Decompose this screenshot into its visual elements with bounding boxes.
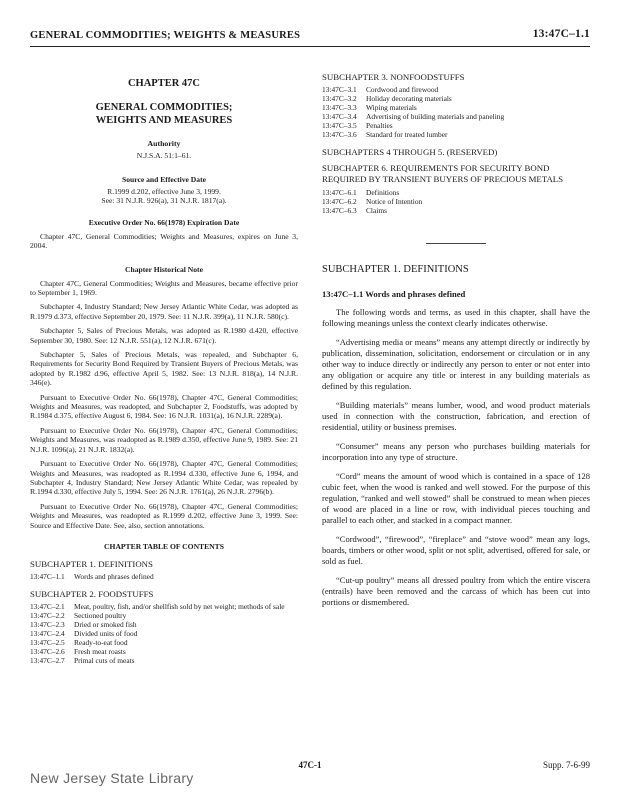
history-notes: [30, 279, 298, 530]
toc-entry: [30, 647, 298, 656]
toc-section-label: Claims: [366, 206, 387, 215]
toc-subchapter-1-list: [30, 572, 298, 581]
toc-section-number: 13:47C–2.3: [30, 619, 65, 629]
toc-section-number: 13:47C–6.2: [322, 197, 357, 206]
toc-subchapter-6-list: [322, 188, 590, 215]
toc-subchapters-4-5-title: SUBCHAPTERS 4 THROUGH 5. (RESERVED): [322, 147, 498, 157]
toc-section-label: Sectioned poultry: [74, 610, 127, 620]
toc-section-number: 13:47C–2.1: [30, 601, 65, 611]
toc-section-label: Ready-to-eat food: [74, 637, 128, 647]
definition-paragraph: “Cord” means the amount of wood which is contained in a space of 128 cubic feet, when the wood is ranked and well stowed. For the purpose of this regulation, “ranked and well stowed” shall be construed to mean when pieces of wood are placed in a line or row, with individual pieces touching and parallel to each other, and stacked in a compact manner.: [322, 471, 590, 525]
toc-section-label: Definitions: [366, 188, 400, 197]
definition-paragraph: “Cut-up poultry” means all dressed poultry from which the entire viscera (entrails) have been removed and the carcass of which has been cut into portions or dismembered.: [322, 575, 590, 607]
toc-section-label: Divided units of food: [74, 628, 138, 638]
toc-section-label: Cordwood and firewood: [366, 85, 439, 94]
definition-paragraph: “Building materials” means lumber, wood, and wood product materials used in connection with the construction, fabrication, and erection of residential, utility or business premises.: [322, 400, 590, 432]
toc-section-label: Advertising of building materials and paneling: [366, 112, 505, 121]
left-column: [30, 58, 298, 665]
section-divider: [426, 243, 486, 244]
definition-paragraph: “Cordwood”, “firewood”, “fireplace” and “stove wood” mean any logs, boards, timbers or other wood, split or not split, advertised, offered for sale, or sold as fuel.: [322, 534, 590, 566]
toc-section-number: 13:47C–3.1: [322, 85, 357, 94]
header-section-number: 13:47C–1.1: [532, 28, 590, 40]
definition-paragraph: “Advertising media or means” means any attempt directly or indirectly by publication, dissemination, solicitation, endorsement or circulation or in any other way to induce directly or indirectly any person to enter or not enter into any obligation or acquire any title or interest in any building materials as defined by this regulation.: [322, 337, 590, 391]
supplement-date: Supp. 7-6-99: [543, 760, 590, 770]
library-watermark: New Jersey State Library: [30, 770, 194, 786]
definition-paragraph: The following words and terms, as used in this chapter, shall have the following meanings unless the context clearly indicates otherwise.: [322, 307, 590, 328]
toc-entry: [30, 602, 298, 611]
toc-entry: [322, 206, 590, 215]
history-paragraph: Chapter 47C, General Commodities; Weights and Measures, became effective prior to September 1, 1969.: [30, 278, 298, 297]
toc-subchapter-3-title: SUBCHAPTER 3. NONFOODSTUFFS: [322, 72, 465, 82]
executive-order-text: Chapter 47C, General Commodities; Weights and Measures, expires on June 3, 2004.: [30, 231, 298, 251]
toc-subchapter-2-list: [30, 602, 298, 665]
toc-entry: [322, 112, 590, 121]
toc-section-number: 13:47C–3.4: [322, 112, 357, 121]
toc-section-label: Penalties: [366, 121, 393, 130]
definition-paragraphs: [322, 307, 590, 608]
toc-entry: [322, 197, 590, 206]
toc-subchapter-3-list: [322, 85, 590, 139]
chapter-title: GENERAL COMMODITIES; WEIGHTS AND MEASURES: [95, 102, 233, 126]
toc-section-label: Notice of Intention: [366, 197, 423, 206]
history-paragraph: Subchapter 5, Sales of Precious Metals, was adopted as R.1980 d.420, effective September 30, 1980. See: 12 N.J.R. 551(a), 12 N.J.R. 671(c).: [30, 326, 298, 345]
running-header: [30, 28, 590, 46]
toc-entry: [322, 121, 590, 130]
history-heading: Chapter Historical Note: [125, 264, 203, 274]
toc-entry: [30, 638, 298, 647]
toc-subchapter-6-title: SUBCHAPTER 6. REQUIREMENTS FOR SECURITY BOND REQUIRED BY TRANSIENT BUYERS OF PRECIOUS METALS: [322, 163, 564, 184]
toc-entry: [322, 94, 590, 103]
toc-entry: [322, 130, 590, 139]
header-title: GENERAL COMMODITIES; WEIGHTS & MEASURES: [30, 30, 301, 41]
toc-section-label: Words and phrases defined: [74, 571, 154, 581]
history-paragraph: Pursuant to Executive Order No. 66(1978), Chapter 47C, General Commodities; Weights and Measures, was readopted as R.1994 d.330, effective June 6, 1994, and Subchapter 4, Industry Standard; New Jersey Atlantic White Cedar, was repealed by R.1994 d.330, effective July 5, 1994. See: 26 N.J.R. 1761(a), 26 N.J.R. 2796(b).: [30, 459, 298, 497]
executive-order-heading: Executive Order No. 66(1978) Expiration Date: [88, 217, 240, 227]
toc-section-number: 13:47C–2.6: [30, 646, 65, 656]
definition-heading: 13:47C–1.1 Words and phrases defined: [322, 289, 466, 299]
toc-subchapter-2-title: SUBCHAPTER 2. FOODSTUFFS: [30, 588, 154, 599]
source-line-2: See: 31 N.J.R. 926(a), 31 N.J.R. 1817(a).: [101, 196, 227, 206]
history-paragraph: Subchapter 5, Sales of Precious Metals, was repealed, and Subchapter 6, Requirements for Security Bond Required by Transient Buyers of Precious Metals, was adopted by R.1982 d.96, effective April 5, 1982. See: 13 N.J.R. 818(a), 14 N.J.R. 346(e).: [30, 350, 298, 388]
toc-entry: [30, 611, 298, 620]
authority-text: N.J.S.A. 51:1–61.: [136, 151, 192, 160]
toc-section-label: Fresh meat roasts: [74, 646, 126, 656]
toc-section-label: Standard for treated lumber: [366, 130, 448, 139]
toc-section-label: Wiping materials: [366, 103, 417, 112]
toc-entry: [322, 85, 590, 94]
toc-section-number: 13:47C–3.6: [322, 130, 357, 139]
toc-section-number: 13:47C–3.5: [322, 121, 357, 130]
toc-section-label: Dried or smoked fish: [74, 619, 137, 629]
toc-section-number: 13:47C–2.4: [30, 628, 65, 638]
page-number: 47C-1: [298, 760, 322, 770]
toc-section-label: Holiday decorating materials: [366, 94, 452, 103]
history-paragraph: Pursuant to Executive Order No. 66(1978), Chapter 47C, General Commodities; Weights and Measures, was readopted, and Subchapter 2, Foodstuffs, was adopted by R.1984 d.375, effective August 6, 1984. See: 16 N.J.R. 1031(a), 16 N.J.R. 2289(a).: [30, 392, 298, 421]
toc-section-number: 13:47C–6.3: [322, 206, 357, 215]
toc-section-number: 13:47C–3.3: [322, 103, 357, 112]
toc-entry: [322, 103, 590, 112]
toc-section-number: 13:47C–3.2: [322, 94, 357, 103]
history-paragraph: Pursuant to Executive Order No. 66(1978), Chapter 47C, General Commodities; Weights and Measures, was readopted as R.1999 d.202, effective June 3, 1999. See: Source and Effective Date. See, also, section annotations.: [30, 501, 298, 530]
section-title: SUBCHAPTER 1. DEFINITIONS: [322, 264, 469, 275]
toc-entry: [30, 656, 298, 665]
right-column: [322, 72, 590, 608]
toc-section-number: 13:47C–1.1: [30, 571, 65, 581]
history-paragraph: Pursuant to Executive Order No. 66(1978), Chapter 47C, General Commodities; Weights and Measures, was readopted as R.1989 d.350, effective June 9, 1989. See: 21 N.J.R. 1096(a), 21 N.J.R. 1832(a).: [30, 425, 298, 454]
toc-subchapter-1-title: SUBCHAPTER 1. DEFINITIONS: [30, 558, 153, 569]
toc-section-number: 13:47C–2.5: [30, 637, 65, 647]
toc-heading: CHAPTER TABLE OF CONTENTS: [104, 541, 224, 551]
toc-section-number: 13:47C–6.1: [322, 188, 357, 197]
source-heading: Source and Effective Date: [121, 174, 206, 184]
toc-section-number: 13:47C–2.7: [30, 655, 65, 665]
toc-entry: [322, 188, 590, 197]
toc-section-label: Primal cuts of meats: [74, 655, 135, 665]
definition-paragraph: “Consumer” means any person who purchases building materials for incorporation into any type of structure.: [322, 441, 590, 462]
source-line-1: R.1999 d.202, effective June 3, 1999.: [107, 186, 221, 196]
toc-entry: [30, 572, 298, 581]
toc-entry: [30, 629, 298, 638]
toc-section-label: Meat, poultry, fish, and/or shellfish sold by net weight; methods of sale: [74, 601, 285, 611]
history-paragraph: Subchapter 4, Industry Standard; New Jersey Atlantic White Cedar, was adopted as R.1979 d.373, effective September 20, 1979. See: 11 N.J.R. 399(a), 11 N.J.R. 580(c).: [30, 302, 298, 321]
chapter-number: CHAPTER 47C: [127, 78, 201, 89]
toc-entry: [30, 620, 298, 629]
authority-heading: Authority: [147, 139, 181, 148]
header-rule: [30, 46, 590, 47]
toc-section-number: 13:47C–2.2: [30, 610, 65, 620]
